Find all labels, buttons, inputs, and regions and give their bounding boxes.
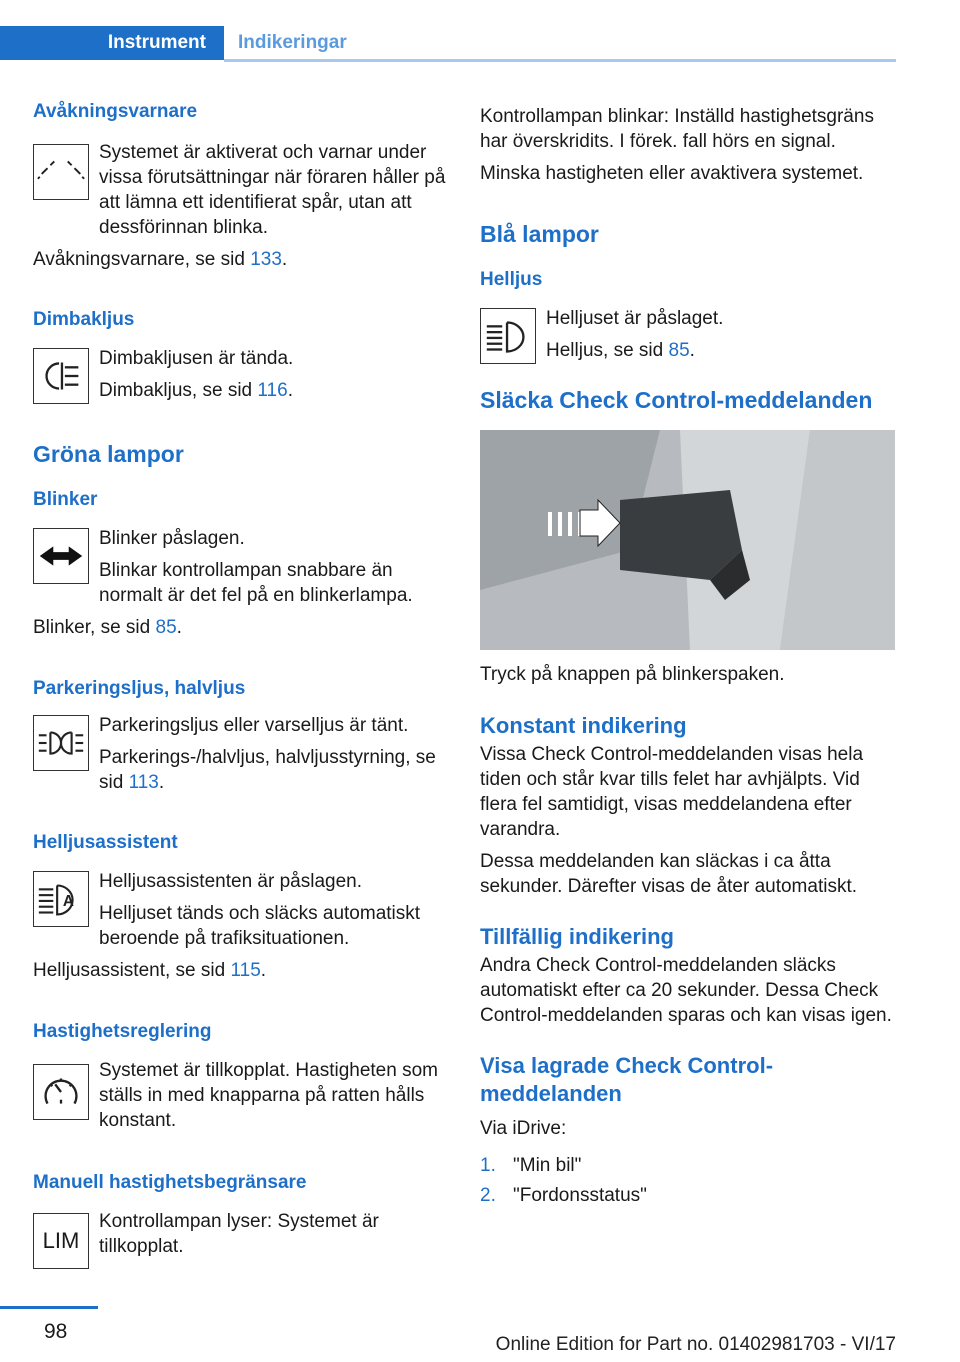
ref-parkeringsljus: Parkerings-/halvljus, halvljusstyrning, se sid 113. bbox=[99, 747, 436, 793]
heading-manuell: Manuell hastighetsbegränsare bbox=[33, 1172, 307, 1193]
speed-limiter-icon bbox=[33, 1213, 89, 1269]
heading-helljusassistent: Helljusassistent bbox=[33, 832, 178, 853]
section-helljus bbox=[480, 306, 895, 366]
ref-blinker: Blinker, se sid 85. bbox=[33, 617, 182, 638]
header-bar bbox=[0, 0, 960, 62]
list-item: 2. "Fordonsstatus" bbox=[480, 1185, 647, 1206]
text-helljusassistent-2: Helljuset tänds och släcks automatiskt beroende på trafiksituationen. bbox=[99, 903, 421, 949]
left-column bbox=[33, 100, 448, 1259]
heading-visa: Visa lagrade Check Control-meddelanden bbox=[480, 1053, 774, 1106]
tab-indikeringar[interactable] bbox=[238, 26, 347, 60]
section-avakning bbox=[33, 140, 448, 240]
svg-text:A: A bbox=[62, 892, 75, 910]
ref-helljusassistent: Helljusassistent, se sid 115. bbox=[33, 960, 267, 981]
text-tillfallig: Andra Check Control-meddelanden släcks automatiskt efter ca 20 sekunder. Dessa Check Control-meddelanden sparas och kan visas igen. bbox=[480, 955, 892, 1026]
heading-dimbakljus: Dimbakljus bbox=[33, 309, 135, 330]
heading-konstant: Konstant indikering bbox=[480, 713, 687, 738]
text-blinker-1: Blinker påslagen. bbox=[99, 528, 245, 549]
text-konstant-2: Dessa meddelanden kan släckas i ca åtta sekunder. Därefter visas de åter automatiskt. bbox=[480, 851, 858, 897]
parking-light-icon bbox=[33, 715, 89, 771]
heading-bla-lampor: Blå lampor bbox=[480, 221, 599, 247]
heading-grona-lampor: Gröna lampor bbox=[33, 441, 184, 467]
page-number: 98 bbox=[44, 1320, 68, 1343]
text-helljus: Helljuset är påslaget. bbox=[546, 308, 724, 329]
text-blinker-2: Blinkar kontrollampan snabbare än normalt är det fel på en blinkerlampa. bbox=[99, 560, 413, 606]
lane-departure-icon bbox=[33, 144, 89, 200]
section-blinker bbox=[33, 526, 448, 608]
page-link-115[interactable]: 115 bbox=[230, 960, 261, 981]
heading-slacka: Släcka Check Control-meddelanden bbox=[480, 387, 873, 413]
section-helljusassistent bbox=[33, 869, 448, 951]
section-parkeringsljus bbox=[33, 713, 448, 795]
heading-hastighetsreglering: Hastighetsreglering bbox=[33, 1021, 212, 1042]
tab-label: Indikeringar bbox=[238, 32, 347, 53]
tab-label: Instrument bbox=[107, 32, 206, 53]
page-link-85[interactable]: 85 bbox=[155, 617, 177, 638]
right-column bbox=[480, 104, 895, 1209]
photo-caption: Tryck på knappen på blinkerspaken. bbox=[480, 664, 785, 685]
heading-parkeringsljus: Parkeringsljus, halvljus bbox=[33, 678, 246, 699]
section-manuell bbox=[33, 1209, 448, 1259]
tab-instrument[interactable] bbox=[0, 26, 224, 60]
rear-fog-light-icon bbox=[33, 348, 89, 404]
page-link-116[interactable]: 116 bbox=[257, 380, 288, 401]
text-hastighetsreglering: Systemet är tillkopplat. Hastigheten som ställs in med knapparna på ratten hålls konstant. bbox=[99, 1060, 438, 1131]
ref-dimbakljus: Dimbakljus, se sid 116. bbox=[99, 380, 293, 401]
turn-signal-lever-photo bbox=[480, 430, 895, 650]
page-link-113[interactable]: 113 bbox=[128, 772, 159, 793]
text-konstant-1: Vissa Check Control-meddelanden visas hela tiden och står kvar tills felet har avhjälpts. Vid flera fel samtidigt, visas meddelandena efter varandra. bbox=[480, 744, 864, 840]
ref-helljus: Helljus, se sid 85. bbox=[546, 340, 695, 361]
heading-helljus: Helljus bbox=[480, 269, 543, 290]
text-manuell: Kontrollampan lyser: Systemet är tillkopplat. bbox=[99, 1211, 379, 1257]
text-helljusassistent-1: Helljusassistenten är påslagen. bbox=[99, 871, 362, 892]
text-dimbakljus: Dimbakljusen är tända. bbox=[99, 348, 294, 369]
cruise-control-icon bbox=[33, 1064, 89, 1120]
text-intro-1: Kontrollampan blinkar: Inställd hastighetsgräns har överskridits. I förek. fall hörs en signal. bbox=[480, 106, 874, 152]
edition-text: Online Edition for Part no. 01402981703 - VI/17 bbox=[495, 1334, 896, 1355]
speed-limiter-icon-label: LIM bbox=[42, 1228, 80, 1253]
text-via-idrive: Via iDrive: bbox=[480, 1118, 567, 1139]
header-divider bbox=[224, 59, 896, 62]
high-beam-assistant-icon bbox=[33, 871, 89, 927]
turn-signal-icon bbox=[33, 528, 89, 584]
footer-divider bbox=[0, 1306, 98, 1309]
heading-avakning: Avåkningsvarnare bbox=[33, 101, 198, 122]
ref-avakning: Avåkningsvarnare, se sid 133. bbox=[33, 249, 288, 270]
heading-tillfallig: Tillfällig indikering bbox=[480, 924, 674, 949]
steps-list bbox=[480, 1153, 895, 1209]
page-link-85[interactable]: 85 bbox=[668, 340, 690, 361]
section-hastighetsreglering bbox=[33, 1058, 448, 1133]
high-beam-icon bbox=[480, 308, 536, 364]
text-avakning: Systemet är aktiverat och varnar under vissa förutsättningar när föraren håller på att lämna ett identifierat spår, utan att dessförinnan blinka. bbox=[99, 142, 446, 238]
text-intro-2: Minska hastigheten eller avaktivera systemet. bbox=[480, 163, 864, 184]
heading-blinker: Blinker bbox=[33, 489, 98, 510]
text-parkeringsljus: Parkeringsljus eller varselljus är tänt. bbox=[99, 715, 409, 736]
page-link-133[interactable]: 133 bbox=[250, 249, 282, 270]
section-dimbakljus bbox=[33, 346, 448, 406]
list-item: 1. "Min bil" bbox=[480, 1155, 582, 1176]
